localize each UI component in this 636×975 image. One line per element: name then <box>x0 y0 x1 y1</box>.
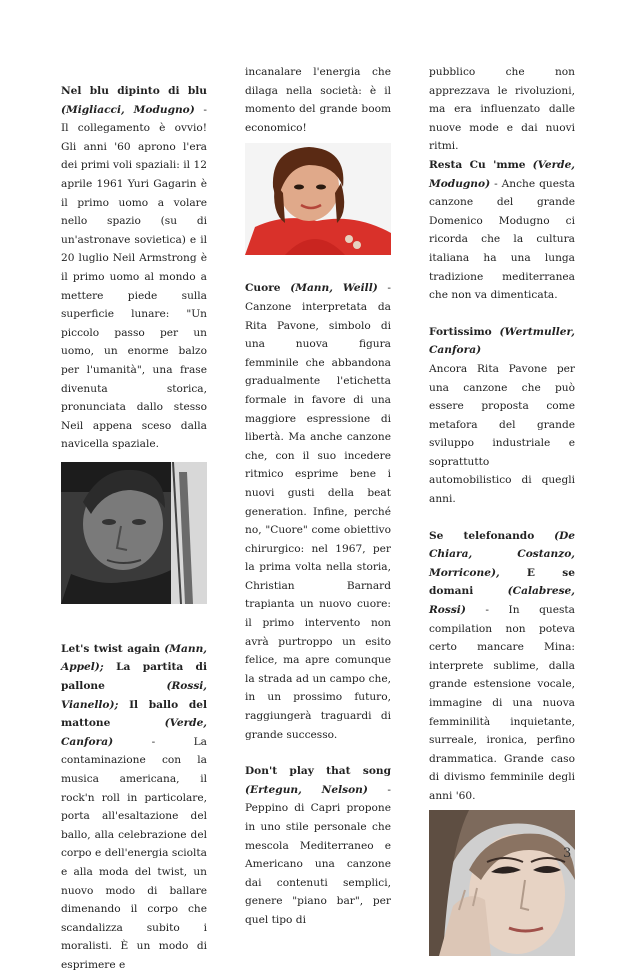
song-authors: (De Chiara, Costanzo, Morricone), <box>429 529 576 579</box>
song-title: Se telefonando <box>429 529 535 542</box>
column-3 <box>429 0 575 956</box>
paragraph-fortissimo <box>429 323 575 360</box>
column-1 <box>61 0 207 975</box>
photo-mina <box>429 810 575 956</box>
page-number: 3 <box>563 846 572 861</box>
song-title: E se domani <box>429 566 575 598</box>
paragraph-se-telefonando <box>429 527 575 806</box>
paragraph-intro: incanalare l'energia che dilaga nella società: è il momento del grande boom economico! <box>245 66 391 134</box>
song-title: Resta Cu 'mme <box>429 158 526 171</box>
paragraph-text: - Peppino di Capri propone in uno stile personale che mescola Mediterraneo e Americano una canzone dai contenuti semplici, genere "piano bar", per quel tipo di <box>245 783 392 926</box>
song-title: Il ballo del mattone <box>61 698 207 730</box>
song-authors: (Verde, Modugno) <box>429 158 575 190</box>
song-title: Let's twist again <box>61 642 161 655</box>
song-authors: (Wertmuller, Canfora) <box>429 325 575 357</box>
paragraph-text: - In questa compilation non poteva certo mancare Mina: interprete sublime, dalla grande estensione vocale, immagine di una nuova femminilità inquietante, surreale, ironica, perfino drammatica. Grande caso di divismo femminile degli anni '60. <box>429 604 575 802</box>
song-authors: (Verde, Canfora) <box>61 717 207 748</box>
column-2 <box>245 0 391 930</box>
photo-modugno <box>61 462 207 604</box>
paragraph-text: - Canzone interpretata da Rita Pavone, simbolo di una nuova figura femminile che abbandona gradualmente l'etichetta formale in favore di una maggiore espressione di libertà. Ma anche canzone che, con il suo incedere ritmico esprime bene i nuovi gusti della beat generation. Infine, perché no, "Cuore" come obiettivo chirurgico: nel 1967, per la prima volta nella storia, Christian Barnard trapianta un nuovo cuore: il primo intervento non avrà purtroppo un esito felice, ma apre comunque la strada ad un campo che, in un prossimo futuro, raggiungerà traguardi di grande successo. <box>245 282 391 741</box>
paragraph-twist <box>61 640 207 975</box>
song-authors: (Calabrese, Rossi) <box>429 585 575 617</box>
paragraph-text: - La contaminazione con la musica americana, il rock'n roll in particolare, porta all'esaltazione del ballo, alla celebrazione del corpo e dell'energia sciolta e alla moda del twist, un nuovo modo di ballare dimenando il corpo che scandalizza subito i moralisti. È un modo di esprimere e <box>61 735 207 971</box>
song-authors: (Migliacci, Modugno) <box>61 103 195 116</box>
song-authors: (Ertegun, Nelson) <box>245 783 368 796</box>
song-authors: (Mann, Appel); <box>61 642 207 674</box>
paragraph-intro: pubblico che non apprezzava le rivoluzioni, ma era influenzato dalle nuove mode e dai nuovi ritmi. <box>429 66 575 153</box>
paragraph-cuore <box>245 279 391 744</box>
paragraph-resta <box>429 156 575 305</box>
paragraph-nel-blu <box>61 82 207 454</box>
song-title: Cuore <box>245 282 281 295</box>
photo-rita-pavone <box>245 143 391 255</box>
paragraph-text: - Il collegamento è ovvio! Gli anni '60 aprono l'era dei primi voli spaziali: il 12 aprile 1961 Yuri Gagarin è il primo uomo a volare nello spazio (su di un'astronave sovietica) e il 20 luglio Neil Armstrong è il primo uomo al mondo a mettere piede sulla superficie lunare: "Un piccolo passo per un uomo, un enorme balzo per l'umanità", una frase divenuta storica, pronunciata dallo stesso Neil appena sceso dalla navicella spaziale. <box>61 103 207 451</box>
paragraph-fortissimo-text: Ancora Rita Pavone per una canzone che può essere proposta come metafora del grande sviluppo industriale e soprattutto automobilistico di quegli anni. <box>429 362 575 506</box>
song-title: La partita di pallone <box>61 661 207 693</box>
song-title: Fortissimo <box>429 325 492 338</box>
song-authors: (Mann, Weill) <box>290 282 378 295</box>
song-authors: (Rossi, Vianello); <box>61 680 207 711</box>
song-title: Nel blu dipinto di blu <box>61 85 207 97</box>
paragraph-text: - Anche questa canzone del grande Domenico Modugno ci ricorda che la cultura italiana ha una lunga tradizione mediterranea che non va dimenticata. <box>429 177 575 302</box>
paragraph-dont-play <box>245 762 391 929</box>
song-title: Don't play that song <box>245 765 391 778</box>
